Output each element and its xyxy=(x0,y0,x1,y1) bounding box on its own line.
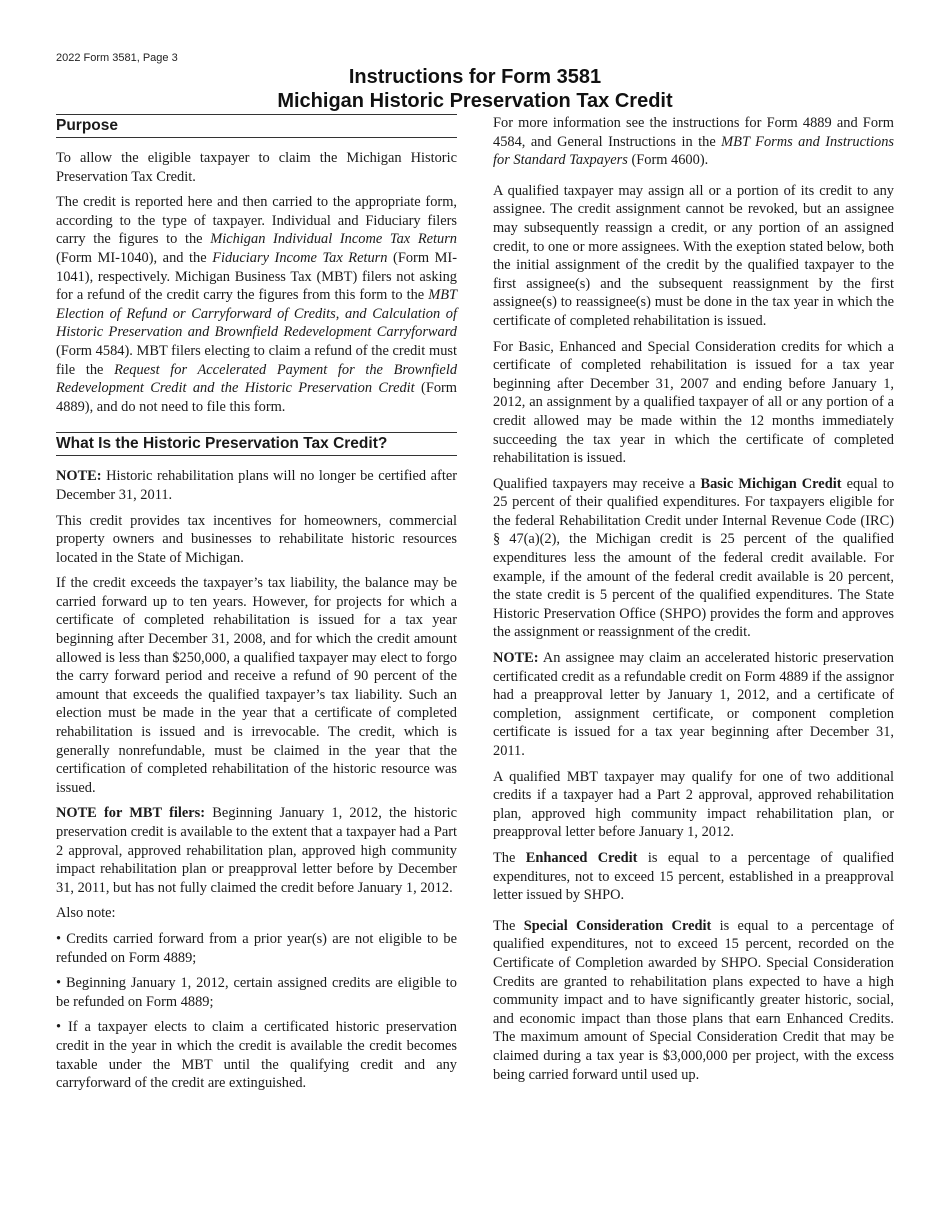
note-mbt-filers xyxy=(56,804,457,897)
text-run: (Form 4889), and do not need to file this form. xyxy=(56,380,458,415)
assign-paragraph: A qualified taxpayer may assign all or a portion of its credit to any assignee. The credit assignment cannot be revoked, but an assignee may subsequently reassign a credit, or any portion of an assigned credit, to one or more assignees. With the exeption stated below, both the initial assignment of the credit by the qualified taxpayer to the first assignee(s) and the subsequent reassignment by the first assignee(s) to reassignee(s) must be done in the tax year in which the certificate of completed rehabilitation is issued. xyxy=(493,182,894,329)
enhanced-credit-term: Enhanced Credit xyxy=(525,849,638,866)
basic-credit-paragraph xyxy=(493,475,894,642)
purpose-paragraph-2 xyxy=(56,193,457,416)
text-run: is equal to a percentage of qualified expenditures, not to exceed 15 percent, established in a preapproval letter issued by SHPO. xyxy=(493,849,894,904)
left-column xyxy=(56,114,457,1100)
note-certification xyxy=(56,467,457,504)
text-run: An assignee may claim an accelerated historic preservation certificated credit as a refundable credit on Form 4889 if the assignor had a preapproval letter by January 1, 2012, and a certificate of completion, assignment certificate, or component completion certificate is issued for a tax year beginning after December 31, 2011. xyxy=(493,650,894,759)
text-run: Historic rehabilitation plans will no longer be certified after December 31, 2011. xyxy=(56,468,457,503)
form-title-4584: MBT Election of Refund or Carryforward of Credits, and Calculation of Historic Preservation and Brownfield Redevelopment Carryforward xyxy=(56,287,457,341)
text-run: equal to 25 percent of their qualified expenditures. For taxpayers eligible for the federal Rehabilitation Credit under Internal Revenue Code (IRC) § 47(a)(2), the Michigan credit is 25 percent of the qualified expenditures less the amount of the federal credit available. For example, if the amount of the federal credit available is 20 percent, the state credit is 5 percent of the qualified expenditures. The State Historic Preservation Office (SHPO) provides the form and approves the assignment or reassignment of the credit. xyxy=(493,475,894,641)
text-run: The xyxy=(493,849,526,866)
also-note: Also note: xyxy=(56,905,116,922)
note-label: NOTE for MBT filers: xyxy=(56,805,206,822)
text-run: Beginning January 1, 2012, the historic preservation credit is available to the extent that a taxpayer had a Part 2 approval, approved rehabilitation plan, approved high community impact rehabilitation plan or preapproval letter before by December 31, 2011, but has not fully claimed the credit before January 1, 2012. xyxy=(56,805,458,896)
form-title-mi1040: Michigan Individual Income Tax Return xyxy=(210,231,458,248)
text-run: The credit is reported here and then carried to the appropriate form, according to the type of taxpayer. Individual and Fiduciary filers carry the figures to the xyxy=(56,194,457,248)
bullet-item: • Credits carried forward from a prior year(s) are not eligible to be refunded on Form 4889; xyxy=(56,930,457,966)
bullet-item: • If a taxpayer elects to claim a certificated historic preservation credit in the year in which the credit is available the credit becomes taxable under the MBT until the qualifying credit and any carryforward of the credit are extinguished. xyxy=(56,1019,457,1092)
note-assignee xyxy=(493,649,894,761)
note-label: NOTE: xyxy=(493,650,539,667)
additional-credits-paragraph: A qualified MBT taxpayer may qualify for one of two additional credits if a taxpayer had a Part 2 approval, approved rehabilitation plan, approved high community impact rehabilitation plan, or preapproval letter before January 1, 2012. xyxy=(493,768,894,841)
purpose-paragraph-1: To allow the eligible taxpayer to claim the Michigan Historic Preservation Tax Credit. xyxy=(56,150,457,185)
what-is-heading: What Is the Historic Preservation Tax Credit? xyxy=(56,432,457,456)
right-column xyxy=(493,114,894,1091)
special-credit-paragraph xyxy=(493,917,894,1084)
text-run: (Form 4600). xyxy=(627,152,709,169)
text-run: For more information see the instructions for Form 4889 and Form 4584, and General Instructions in the xyxy=(493,115,894,150)
page-subtitle: Michigan Historic Preservation Tax Credit xyxy=(277,90,673,112)
exceeds-paragraph: If the credit exceeds the taxpayer’s tax liability, the balance may be carried forward up to ten years. However, for projects for which a certificate of completed rehabilitation is issued for a tax year beginning after December 31, 2008, and for which the credit amount allowed is less than $250,000, a qualified taxpayer may elect to forgo the carry forward period and receive a refund of 90 percent of the amount that exceeds the qualified taxpayer’s tax liability. Such an election must be made in the year that a certificate of completed rehabilitation is issued and is irrevocable. The credit, which is generally nonrefundable, must be claimed in the year that the certification of completed rehabilitation of the historic resource was issued. xyxy=(56,575,457,796)
bullet-item: • Beginning January 1, 2012, certain assigned credits are eligible to be refunded on Form 4889; xyxy=(56,975,457,1010)
page-title: Instructions for Form 3581 xyxy=(348,66,602,88)
text-run: (Form MI-1041), respectively. Michigan Business Tax (MBT) filers not asking for a refund of the credit carry the figures from this form to the xyxy=(56,249,457,304)
special-credit-term: Special Consideration Credit xyxy=(523,917,712,934)
form-title-4600: MBT Forms and Instructions for Standard Taxpayers xyxy=(493,133,894,169)
basic-credit-term: Basic Michigan Credit xyxy=(700,475,842,492)
note-label: NOTE: xyxy=(56,468,102,485)
incentives-paragraph: This credit provides tax incentives for homeowners, commercial property owners and businesses to rehabilitate historic resources located in the State of Michigan. xyxy=(56,512,457,566)
text-run: (Form 4584). MBT filers electing to claim a refund of the credit must file the xyxy=(56,342,457,378)
basic-enhanced-paragraph: For Basic, Enhanced and Special Consideration credits for which a certificate of completed rehabilitation is issued for a tax year beginning after December 31, 2007 and ending before January 1, 2012, an assignment by a qualified taxpayer of all or any portion of a credit allowed may be made within the 12 months immediately succeeding the tax year in which the certificate of completed rehabilitation is issued. xyxy=(493,338,894,467)
more-info-paragraph xyxy=(493,114,894,170)
text-run: (Form MI-1040), and the xyxy=(56,249,213,266)
form-title-mi1041: Fiduciary Income Tax Return xyxy=(212,249,388,266)
text-run: Qualified taxpayers may receive a xyxy=(493,475,701,492)
page-label: 2022 Form 3581, Page 3 xyxy=(56,52,178,64)
form-title-4889: Request for Accelerated Payment for the Brownfield Redevelopment Credit and the Historic Preservation Credit xyxy=(56,361,458,397)
purpose-heading: Purpose xyxy=(56,114,457,138)
text-run: is equal to a percentage of qualified expenditures, not to exceed 15 percent, recorded on the Certificate of Completion awarded by SHPO. Special Consideration Credits are granted to rehabilitation plans expected to have a high community impact and to have significantly greater historic, social, and economic impact than those plans that earn Enhanced Credits. The maximum amount of Special Consideration Credit that may be claimed during a tax year is $3,000,000 per project, with the excess being carried forward until used up. xyxy=(493,917,894,1083)
enhanced-credit-paragraph xyxy=(493,849,894,905)
text-run: The xyxy=(493,917,524,934)
